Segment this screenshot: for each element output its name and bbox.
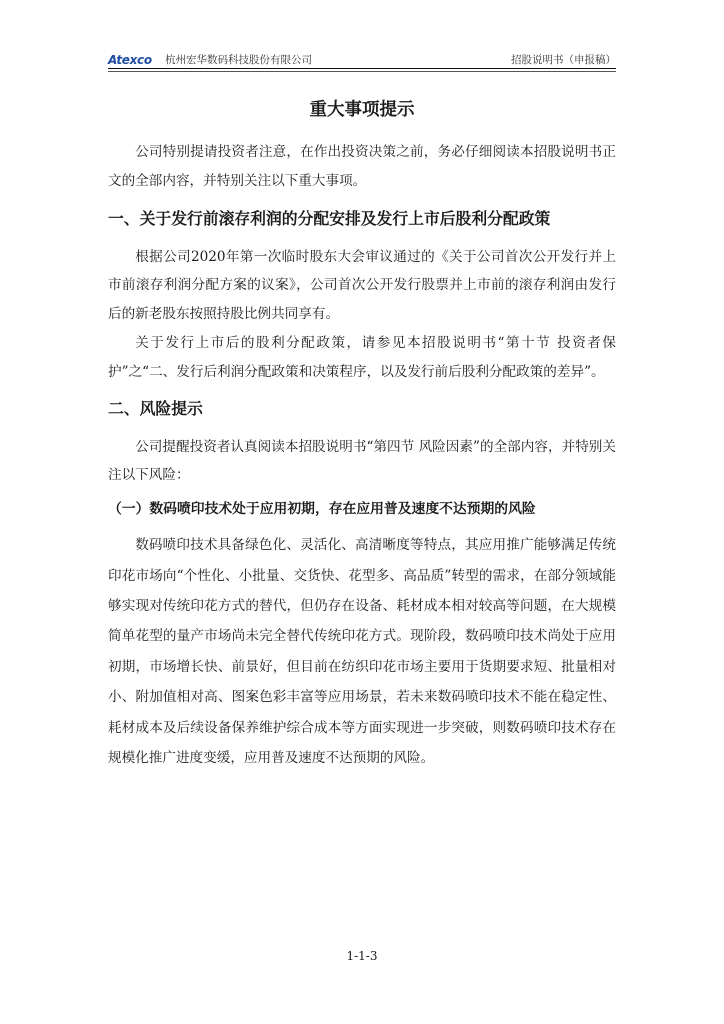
header-rule	[108, 68, 616, 69]
company-name: 杭州宏华数码科技股份有限公司	[165, 54, 312, 66]
page-header	[108, 52, 616, 68]
risk-1-paragraph: 数码喷印技术具备绿色化、灵活化、高清晰度等特点，其应用推广能够满足传统印花市场向“个性化、小批量、交货快、花型多、高品质”转型的需求，在部分领域能够实现对传统印花方式的替代，但仍存在设备、耗材成本相对较高等问题，在大规模简单花型的量产市场尚未完全替代传统印花方式。现阶段，数码喷印技术尚处于应用初期，市场增长快、前景好，但目前在纺织印花市场主要用于货期要求短、批量相对小、附加值相对高、图案色彩丰富等应用场景，若未来数码喷印技术不能在稳定性、耗材成本及后续设备保养维护综合成本等方面实现进一步突破，则数码喷印技术存在规模化推广进度变缓，应用普及速度不达预期的风险。	[108, 537, 616, 767]
header-rule-thin	[108, 71, 616, 72]
section2-paragraph-1: 公司提醒投资者认真阅读本招股说明书“第四节 风险因素”的全部内容，并特别关注以下风险：	[108, 438, 616, 484]
document-type: 招股说明书（申报稿）	[511, 54, 616, 66]
intro-paragraph: 公司特别提请投资者注意，在作出投资决策之前，务必仔细阅读本招股说明书正文的全部内容，并特别关注以下重大事项。	[108, 144, 616, 189]
risk-1-heading: （一）数码喷印技术处于应用初期，存在应用普及速度不达预期的风险	[108, 501, 536, 518]
page-content	[108, 96, 616, 773]
section2-heading: 二、风险提示	[108, 398, 203, 418]
section1-heading: 一、关于发行前滚存利润的分配安排及发行上市后股利分配政策	[108, 208, 551, 228]
page-number: 1-1-3	[346, 949, 378, 963]
page-title: 重大事项提示	[309, 100, 415, 120]
atexco-logo: Atexco	[108, 53, 152, 67]
section1-paragraph-2: 关于发行上市后的股利分配政策，请参见本招股说明书“第十节 投资者保护”之“二、发行后利润分配政策和决策程序，以及发行前后股利分配政策的差异”。	[108, 334, 616, 380]
section1-paragraph-1: 根据公司2020年第一次临时股东大会审议通过的《关于公司首次公开发行并上市前滚存利润分配方案的议案》，公司首次公开发行股票并上市前的滚存利润由发行后的新老股东按照持股比例共同享有。	[108, 248, 616, 323]
